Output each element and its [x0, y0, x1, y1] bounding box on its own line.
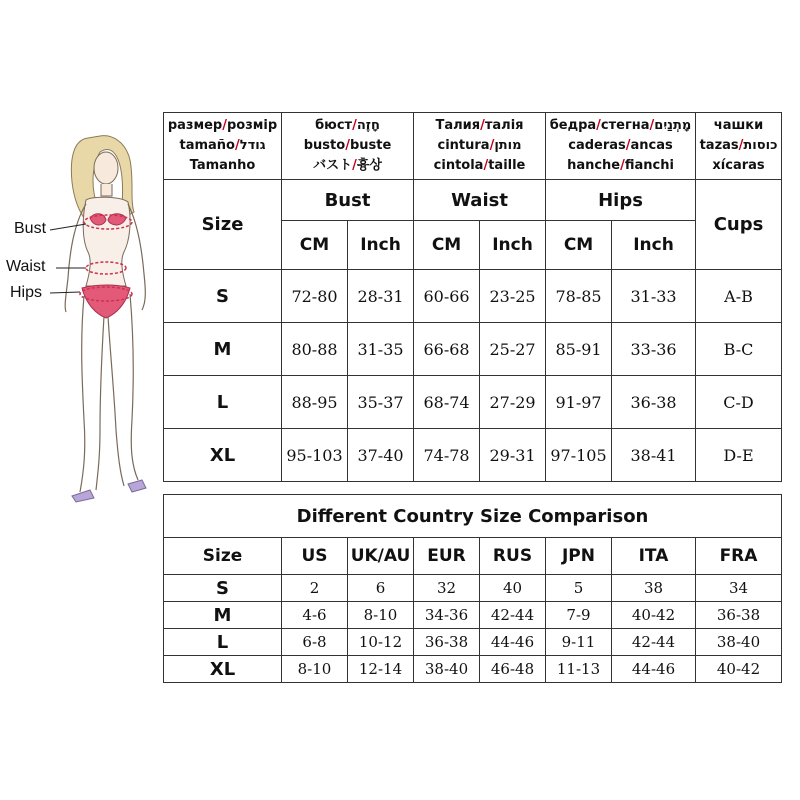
header-size: Size [164, 180, 282, 270]
country-table-title: Different Country Size Comparison [164, 495, 782, 538]
value-cell: 25-27 [480, 323, 546, 376]
header-us: US [282, 538, 348, 575]
value-cell: 38-40 [696, 629, 782, 656]
header-size-multilang: размер/розмір tamaño/גודל Tamanho [164, 113, 282, 180]
value-cell: 88-95 [282, 376, 348, 429]
unit-bust-inch: Inch [348, 221, 414, 270]
value-cell: 68-74 [414, 376, 480, 429]
header-hips-multilang: бедра/стегна/מָתְנַיִם caderas/ancas hanche/fianchi [546, 113, 696, 180]
header-size: Size [164, 538, 282, 575]
value-cell: 23-25 [480, 270, 546, 323]
value-cell: 78-85 [546, 270, 612, 323]
value-cell: 38-41 [612, 429, 696, 482]
size-cell: M [164, 323, 282, 376]
bust-label: Bust [14, 220, 47, 237]
value-cell: 29-31 [480, 429, 546, 482]
value-cell: 72-80 [282, 270, 348, 323]
size-cell: M [164, 602, 282, 629]
value-cell: A-B [696, 270, 782, 323]
value-cell: 8-10 [348, 602, 414, 629]
header-bust: Bust [282, 180, 414, 221]
value-cell: 34 [696, 575, 782, 602]
header-waist-multilang: Талия/талія cintura/מותן cintola/taille [414, 113, 546, 180]
value-cell: 95-103 [282, 429, 348, 482]
header-waist: Waist [414, 180, 546, 221]
table-row [164, 429, 782, 482]
value-cell: 10-12 [348, 629, 414, 656]
value-cell: 11-13 [546, 656, 612, 683]
value-cell: 28-31 [348, 270, 414, 323]
unit-hips-inch: Inch [612, 221, 696, 270]
value-cell: 32 [414, 575, 480, 602]
country-table-header-row [164, 538, 782, 575]
value-cell: 2 [282, 575, 348, 602]
value-cell: 80-88 [282, 323, 348, 376]
value-cell: 4-6 [282, 602, 348, 629]
value-cell: C-D [696, 376, 782, 429]
model-figure [0, 100, 165, 520]
header-cups: Cups [696, 180, 782, 270]
value-cell: 38 [612, 575, 696, 602]
header-jpn: JPN [546, 538, 612, 575]
table-row [164, 323, 782, 376]
table-row [164, 376, 782, 429]
table-row [164, 575, 782, 602]
table-row [164, 629, 782, 656]
unit-waist-inch: Inch [480, 221, 546, 270]
hips-label: Hips [10, 284, 43, 301]
value-cell: 97-105 [546, 429, 612, 482]
country-table-title-row [164, 495, 782, 538]
value-cell: 74-78 [414, 429, 480, 482]
value-cell: 40-42 [696, 656, 782, 683]
header-eur: EUR [414, 538, 480, 575]
value-cell: 42-44 [612, 629, 696, 656]
size-cell: S [164, 575, 282, 602]
size-cell: S [164, 270, 282, 323]
value-cell: 36-38 [414, 629, 480, 656]
value-cell: 36-38 [612, 376, 696, 429]
value-cell: 42-44 [480, 602, 546, 629]
header-uk-au: UK/AU [348, 538, 414, 575]
value-cell: B-C [696, 323, 782, 376]
value-cell: 7-9 [546, 602, 612, 629]
country-comparison-table [163, 494, 782, 683]
value-cell: 36-38 [696, 602, 782, 629]
value-cell: 60-66 [414, 270, 480, 323]
header-rus: RUS [480, 538, 546, 575]
model-figure-drawing [0, 100, 165, 520]
header-bust-multilang: бюст/חָזֶה busto/buste バスト/흉상 [282, 113, 414, 180]
value-cell: 6 [348, 575, 414, 602]
size-chart-table [163, 112, 782, 482]
value-cell: 35-37 [348, 376, 414, 429]
value-cell: 6-8 [282, 629, 348, 656]
value-cell: 91-97 [546, 376, 612, 429]
header-fra: FRA [696, 538, 782, 575]
size-cell: XL [164, 429, 282, 482]
table-row [164, 656, 782, 683]
table-row [164, 270, 782, 323]
size-chart-multilang-header [164, 113, 782, 180]
value-cell: 37-40 [348, 429, 414, 482]
value-cell: 31-35 [348, 323, 414, 376]
unit-hips-cm: CM [546, 221, 612, 270]
value-cell: 31-33 [612, 270, 696, 323]
value-cell: 33-36 [612, 323, 696, 376]
value-cell: 12-14 [348, 656, 414, 683]
value-cell: D-E [696, 429, 782, 482]
value-cell: 38-40 [414, 656, 480, 683]
value-cell: 40-42 [612, 602, 696, 629]
value-cell: 44-46 [612, 656, 696, 683]
value-cell: 44-46 [480, 629, 546, 656]
value-cell: 34-36 [414, 602, 480, 629]
value-cell: 27-29 [480, 376, 546, 429]
value-cell: 66-68 [414, 323, 480, 376]
value-cell: 46-48 [480, 656, 546, 683]
value-cell: 9-11 [546, 629, 612, 656]
value-cell: 5 [546, 575, 612, 602]
size-cell: XL [164, 656, 282, 683]
header-ita: ITA [612, 538, 696, 575]
unit-waist-cm: CM [414, 221, 480, 270]
size-cell: L [164, 629, 282, 656]
size-chart-group-header [164, 180, 782, 221]
value-cell: 85-91 [546, 323, 612, 376]
value-cell: 40 [480, 575, 546, 602]
header-hips: Hips [546, 180, 696, 221]
table-row [164, 602, 782, 629]
size-cell: L [164, 376, 282, 429]
header-cups-multilang: чашки tazas/כוסות xícaras [696, 113, 782, 180]
waist-label: Waist [6, 258, 46, 275]
value-cell: 8-10 [282, 656, 348, 683]
unit-bust-cm: CM [282, 221, 348, 270]
